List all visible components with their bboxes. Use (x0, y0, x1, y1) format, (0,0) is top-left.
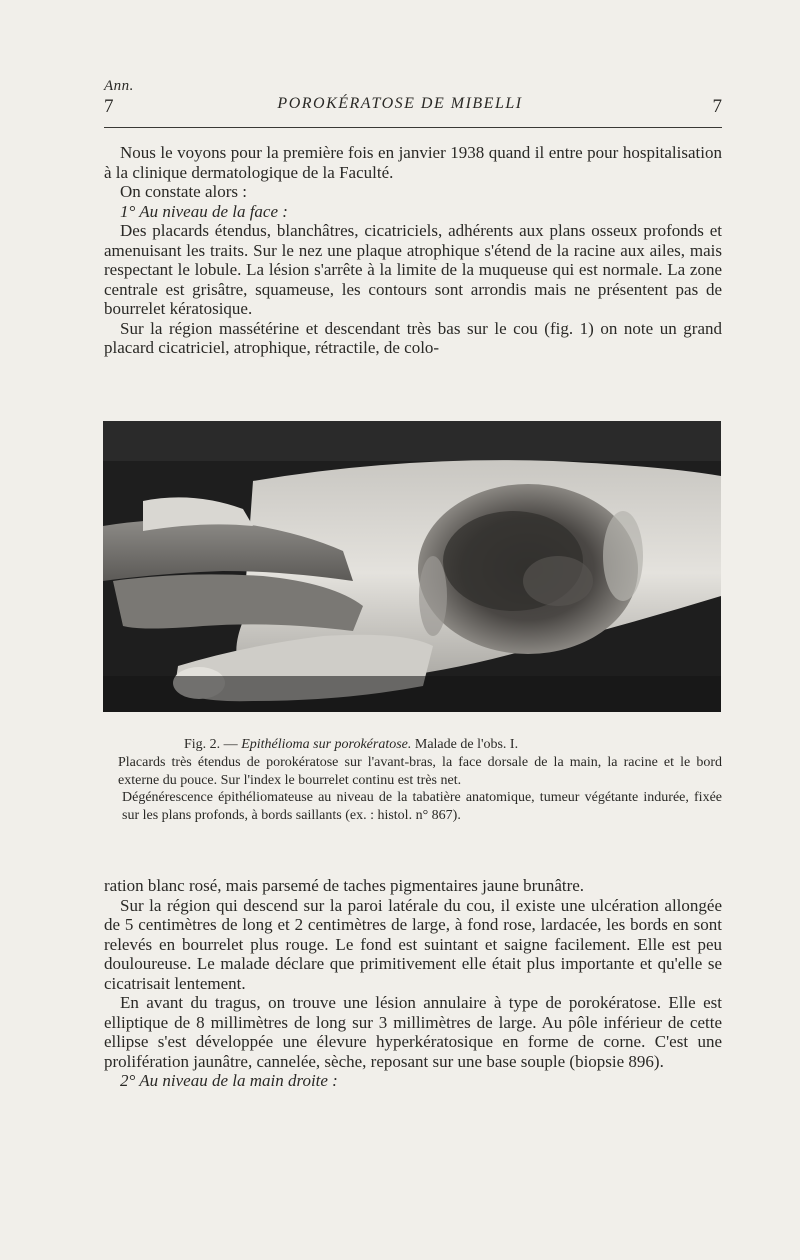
paragraph: Des placards étendus, blanchâtres, cicatriciels, adhérents aux plans osseux profonds et amenuisant les traits. Sur le nez une plaque atrophique s'étend de la racine aux ailes, mais respectant le lobule. La lésion s'arrête à la limite de la muqueuse qui est normale. La zone centrale est grisâtre, squameuse, les contours sont arrondis mais ne présentent pas de bourrelet kératosique. (104, 221, 722, 318)
figure-caption (104, 736, 722, 825)
paragraph: En avant du tragus, on trouve une lésion annulaire à type de porokératose. Elle est elliptique de 8 millimètres de long sur 3 millimètres de large. Au pôle inférieur de cette ellipse s'est développée une élevure hyperkératosique en forme de corne. C'est une prolifération jaunâtre, cannelée, sèche, reposant sur une base souple (biopsie 896). (104, 993, 722, 1071)
paragraph: ration blanc rosé, mais parsemé de taches pigmentaires jaune brunâtre. (104, 876, 585, 895)
section-heading: 2° Au niveau de la main droite : (120, 1071, 338, 1090)
paragraph: Nous le voyons pour la première fois en janvier 1938 quand il entre pour hospitalisation à la clinique dermatologique de la Faculté. (104, 143, 722, 182)
page-number-left: 7 (104, 96, 114, 117)
paragraph: On constate alors : (120, 182, 247, 201)
running-title: POROKÉRATOSE DE MIBELLI (277, 95, 523, 112)
caption-title-line: Fig. 2. — Epithélioma sur porokératose. Malade de l'obs. I. (184, 737, 519, 752)
body-text-bottom (104, 876, 722, 1091)
paragraph: Sur la région massétérine et descendant très bas sur le cou (fig. 1) on note un grand placard cicatriciel, atrophique, rétractile, de colo- (104, 318, 722, 357)
paragraph: Sur la région qui descend sur la paroi latérale du cou, il existe une ulcération allongée de 5 centimètres de long et 2 centimètres de large, à fond rose, lardacée, les bords en sont relevés en bourrelet plus rouge. Le fond est suintant et saigne facilement. Elle est peu douloureuse. Le malade déclare que primitivement elle était plus importante et qu'elle se cicatrisait lentement. (104, 895, 722, 993)
header-rule (104, 127, 722, 128)
caption-description: Dégénérescence épithéliomateuse au niveau de la tabatière anatomique, tumeur végétante indurée, fixée sur les plans profonds, à bords saillants (ex. : histol. n° 867). (122, 790, 722, 824)
body-text-top (104, 143, 722, 358)
running-head-ann: Ann. (104, 78, 134, 94)
caption-description: Placards très étendus de porokératose sur l'avant-bras, la face dorsale de la main, la racine et le bord externe du pouce. Sur l'index le bourrelet continu est très net. (118, 754, 722, 788)
clinical-photograph (103, 421, 721, 712)
hand-lesion-photo (103, 421, 721, 712)
page-number-right: 7 (712, 96, 722, 117)
section-heading: 1° Au niveau de la face : (120, 201, 288, 221)
